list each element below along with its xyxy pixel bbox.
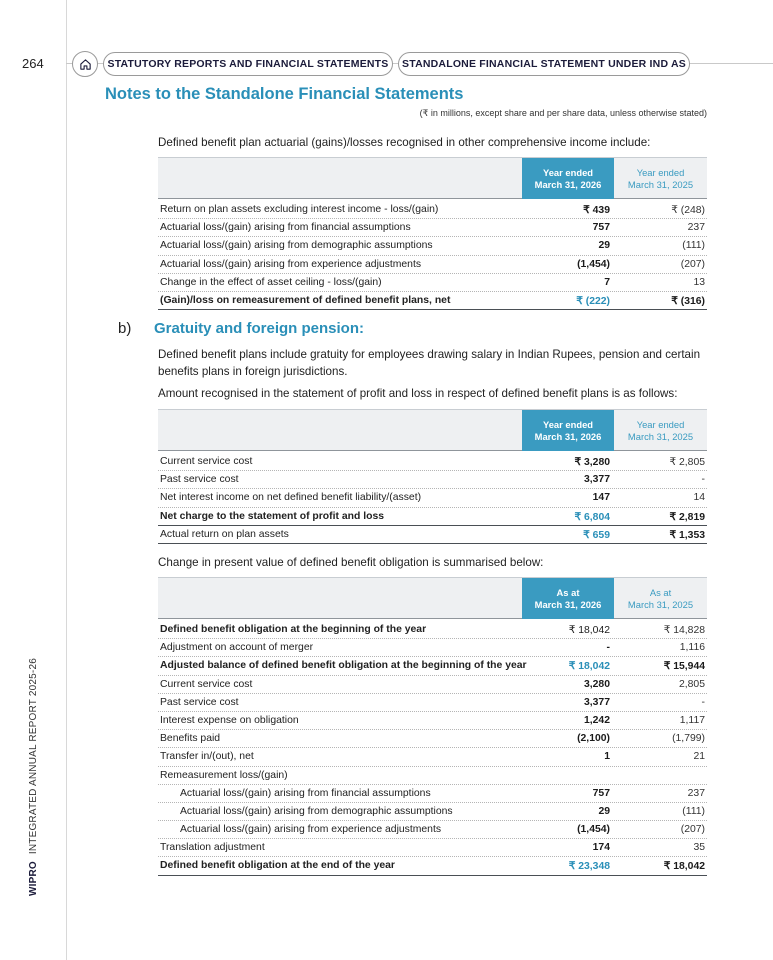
section-letter: b) [118,320,132,337]
report-name: INTEGRATED ANNUAL REPORT 2025-26 [28,658,39,855]
value-current: 3,280 [583,678,610,690]
value-current: (1,454) [577,258,610,270]
home-button[interactable] [72,51,98,77]
value-previous: - [701,696,705,708]
table-row [158,453,707,471]
value-current: ₹ 6,804 [574,511,610,523]
row-label: Actuarial loss/(gain) arising from experience adjustments [160,258,422,270]
column-header-current: Year ended March 31, 2026 [522,158,614,199]
table-header [158,577,707,619]
value-current: ₹ 439 [583,205,610,216]
nav-tab-statutory-reports[interactable]: STATUTORY REPORTS AND FINANCIAL STATEMENTS [103,52,393,76]
value-current: 1,242 [583,714,610,726]
row-label: Translation adjustment [160,842,265,854]
value-current: 174 [592,842,610,854]
value-previous: - [701,474,705,486]
table2-intro: Amount recognised in the statement of profit and loss in respect of defined benefit plans is as follows: [158,387,678,400]
value-previous: 13 [693,276,705,288]
value-current: ₹ 659 [583,529,610,541]
value-current: 29 [598,805,610,817]
gratuity-description: Defined benefit plans include gratuity for employees drawing salary in Indian Rupees, pension and certain benefits plans in foreign jurisdictions. [158,348,701,378]
value-previous: 1,116 [679,642,705,654]
value-previous: 237 [687,787,705,799]
value-current: 147 [592,492,610,504]
value-previous: 35 [693,842,705,854]
value-previous: (111) [682,805,705,817]
row-label: Adjustment on account of merger [160,642,314,654]
row-label: Adjusted balance of defined benefit obligation at the beginning of the year [160,660,527,672]
row-label: Net charge to the statement of profit and loss [160,510,385,522]
table-row [158,201,707,219]
value-current: ₹ 23,348 [568,861,610,873]
value-current: ₹ 18,042 [568,625,610,636]
oci-actuarial-table [158,157,707,310]
row-label: Transfer in/(out), net [160,751,254,763]
table-total-row [158,292,707,310]
column-header-current: Year ended March 31, 2026 [522,410,614,451]
row-label: Defined benefit obligation at the beginning of the year [160,624,427,635]
value-current: 3,377 [583,696,610,708]
value-previous: (111) [682,240,705,252]
value-previous: ₹ 1,353 [669,529,705,541]
table-row [158,526,707,544]
value-current: (1,454) [577,824,610,836]
row-label: Defined benefit obligation at the end of the year [160,860,395,872]
value-previous: ₹ 18,042 [663,861,705,873]
table-row [158,730,707,748]
value-previous: 2,805 [678,678,705,690]
row-label: Benefits paid [160,733,221,745]
value-current: (2,100) [577,733,610,745]
value-previous: ₹ 15,944 [663,661,705,673]
value-previous: 1,117 [679,714,705,726]
value-previous: ₹ (248) [671,205,705,216]
home-icon [79,58,92,71]
nav-tab-standalone-statement[interactable]: STANDALONE FINANCIAL STATEMENT UNDER IND AS [398,52,690,76]
table-row [158,639,707,657]
column-header-previous: Year ended March 31, 2025 [627,166,694,190]
row-label: (Gain)/loss on remeasurement of defined benefit plans, net [160,294,451,306]
page-title: Notes to the Standalone Financial Statements [105,85,464,103]
row-label: Actuarial loss/(gain) arising from demographic assumptions [160,240,433,252]
page-number: 264 [22,56,44,71]
row-label: Actuarial loss/(gain) arising from demographic assumptions [180,805,453,817]
value-previous: 14 [693,492,705,504]
table-row [158,839,707,857]
column-header-previous: Year ended March 31, 2025 [627,418,694,442]
value-current: ₹ (222) [576,295,610,307]
profit-loss-defined-benefit-table [158,409,707,544]
column-header-current: As at March 31, 2026 [522,578,614,619]
row-label: Current service cost [160,456,253,467]
value-previous: (1,799) [672,733,705,745]
value-previous: ₹ 2,819 [669,511,705,523]
row-label: Interest expense on obligation [160,714,299,726]
row-label: Change in the effect of asset ceiling - loss/(gain) [160,276,382,288]
table-subtotal-row [158,657,707,675]
row-label: Current service cost [160,678,253,690]
row-label: Past service cost [160,474,239,486]
value-current: 757 [592,787,610,799]
value-previous: (207) [680,258,705,270]
value-previous: 237 [687,222,705,234]
table-row [158,274,707,292]
row-label: Actuarial loss/(gain) arising from experience adjustments [180,824,442,836]
value-previous: (207) [680,824,705,836]
value-current: 29 [598,240,610,252]
table-row [158,785,707,803]
row-label: Return on plan assets excluding interest income - loss/(gain) [160,204,439,215]
value-current: 757 [592,222,610,234]
table-total-row [158,857,707,875]
value-previous: ₹ (316) [671,295,705,307]
value-current: 1 [604,751,610,763]
value-current: ₹ 18,042 [568,661,610,673]
table-row [158,621,707,639]
value-current: 7 [604,276,610,288]
value-current: 3,377 [583,474,610,486]
section-title: Gratuity and foreign pension: [154,320,365,337]
table-header [158,409,707,451]
table-row [158,767,707,785]
section-heading-gratuity [118,320,364,337]
table-row [158,676,707,694]
table-row [158,803,707,821]
table-row [158,237,707,255]
sidebar-divider [66,0,67,960]
brand-name: WIPRO [28,861,39,896]
column-header-previous: As at March 31, 2025 [627,586,694,610]
value-current: ₹ 3,280 [574,457,610,468]
report-sidebar-label [28,658,39,896]
defined-benefit-obligation-table [158,577,707,876]
value-previous: 21 [693,751,705,763]
table-header [158,157,707,199]
table-row [158,694,707,712]
value-current: - [606,642,610,654]
row-label: Past service cost [160,696,239,708]
table-row [158,219,707,237]
table3-intro: Change in present value of defined benefit obligation is summarised below: [158,556,544,569]
table-row [158,471,707,489]
table-total-row [158,508,707,526]
table-row [158,821,707,839]
table-row [158,748,707,766]
row-label: Remeasurement loss/(gain) [160,769,288,781]
row-label: Actual return on plan assets [160,528,289,540]
row-label: Actuarial loss/(gain) arising from financial assumptions [180,787,431,799]
row-label: Actuarial loss/(gain) arising from financial assumptions [160,222,411,234]
units-note: (₹ in millions, except share and per share data, unless otherwise stated) [419,108,707,118]
value-previous: ₹ 2,805 [669,457,705,468]
table-row [158,256,707,274]
value-previous: ₹ 14,828 [663,625,705,636]
table-row [158,489,707,507]
table-row [158,712,707,730]
table1-intro: Defined benefit plan actuarial (gains)/losses recognised in other comprehensive income include: [158,136,651,149]
row-label: Net interest income on net defined benefit liability/(asset) [160,492,422,504]
